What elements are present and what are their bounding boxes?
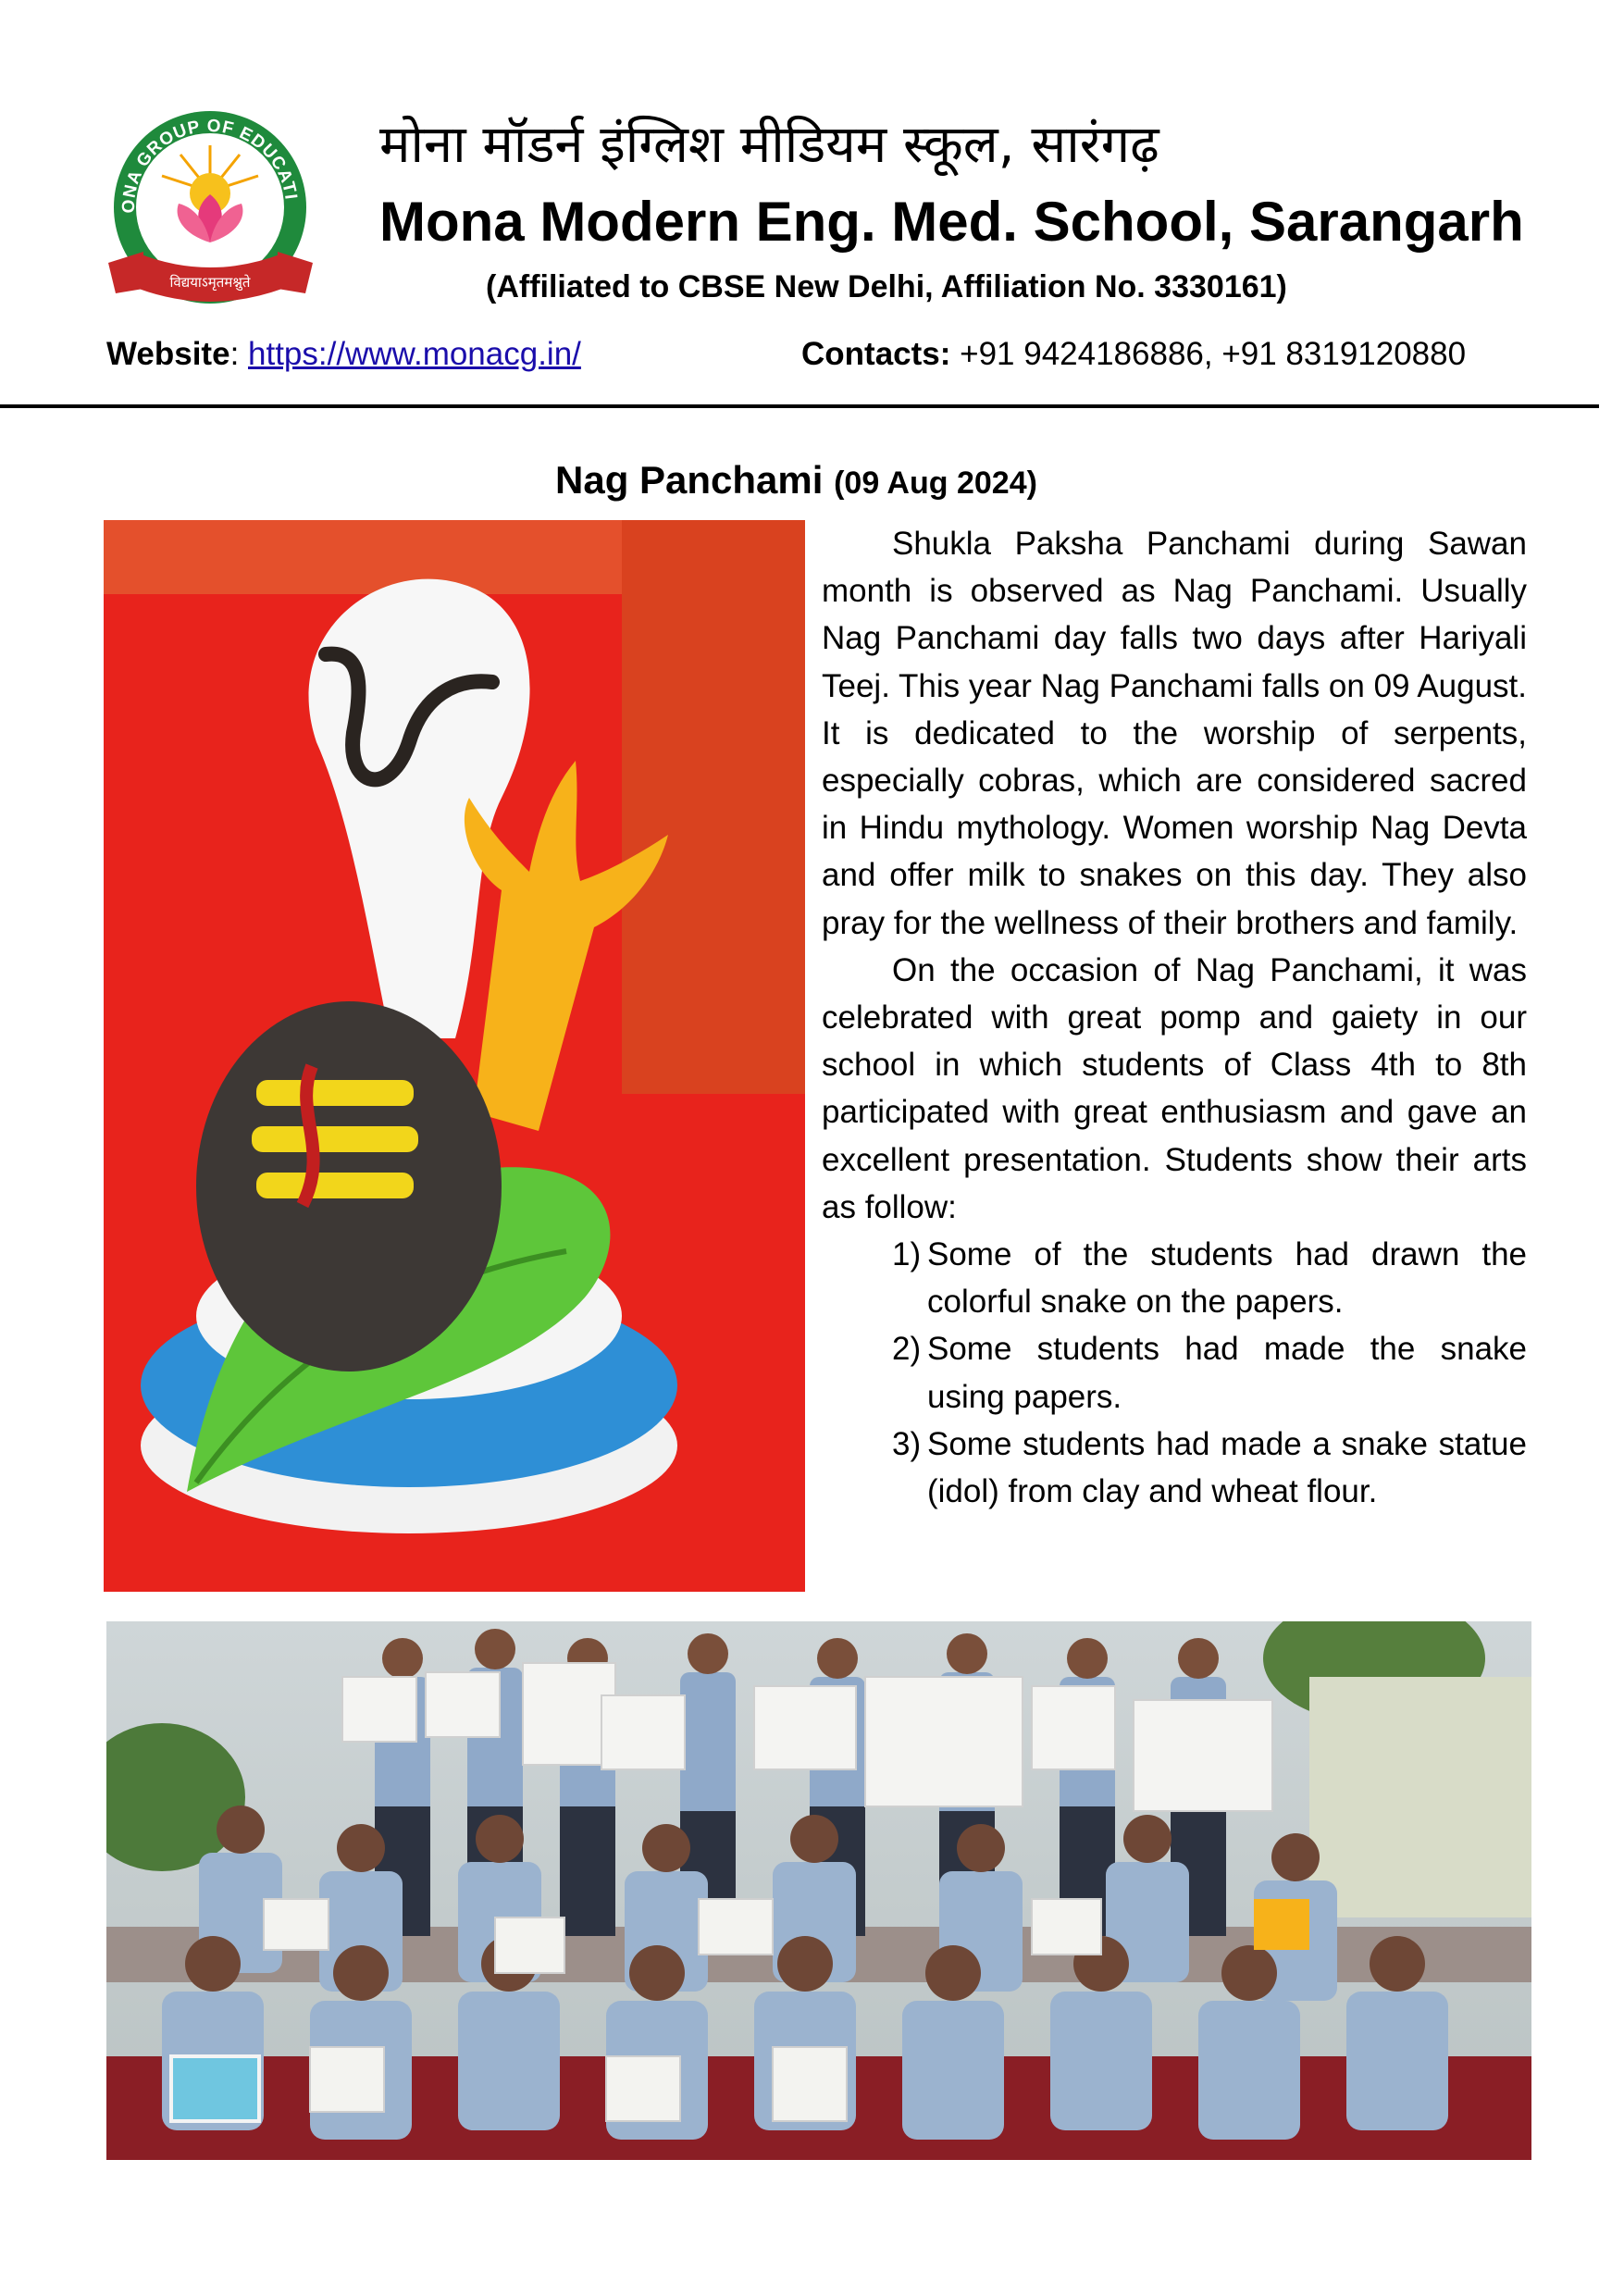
paragraph-1: Shukla Paksha Panchami during Sawan month is observed as Nag Panchami. Usually Nag Panchami day falls two days after Hariyali Teej. This year Nag Panchami falls on 09 August. It is dedicated to the worship of serpents, especially cobras, which are considered sacred in Hindu mythology. Women worship Nag Devta and offer milk to snakes on this day. They also pray for the wellness of their brothers and family.: [822, 526, 1528, 941]
list-text: Some of the students had drawn the colorful snake on the papers.: [927, 1236, 1527, 1321]
logo-ring-text: ONA GROUP OF EDUCATI: [118, 116, 301, 214]
list-text: Some students had made the snake using papers.: [927, 1331, 1527, 1415]
paragraph-2: On the occasion of Nag Panchami, it was celebrated with great pomp and gaiety in our school in which students of Class 4th to 8th participated with great enthusiasm and gave an excellent presentation. Students show their arts as follow:: [822, 951, 1527, 1225]
article-title-text: Nag Panchami: [555, 458, 824, 502]
snake-idol-photo: [104, 520, 805, 1592]
arts-list: [822, 1231, 1527, 1515]
affiliation-line: (Affiliated to CBSE New Delhi, Affiliation No. 3330161): [486, 269, 1287, 304]
logo-motto: विद्ययाऽमृतमश्नुते: [169, 274, 251, 291]
contacts-label: Contacts:: [801, 336, 951, 372]
school-name-hindi: मोना मॉडर्न इंग्लिश मीडियम स्कूल, सारंगढ़: [379, 115, 1159, 175]
school-name-english: Mona Modern Eng. Med. School, Sarangarh: [379, 191, 1524, 253]
website-separator: :: [229, 336, 249, 372]
logo-place: SARANGARH: [167, 251, 253, 266]
list-item: [822, 1421, 1527, 1515]
contacts-value: +91 9424186886, +91 8319120880: [950, 336, 1467, 372]
list-text: Some students had made a snake statue (idol) from clay and wheat flour.: [927, 1425, 1527, 1510]
list-item: [822, 1231, 1527, 1325]
students-group-photo: [106, 1621, 1531, 2160]
school-logo: [106, 104, 315, 312]
article-title: [555, 455, 1037, 508]
website-link[interactable]: https://www.monacg.in/: [248, 336, 581, 372]
list-number: 3): [892, 1425, 922, 1462]
header-divider: [0, 404, 1599, 408]
contacts-line: [801, 333, 1466, 376]
list-number: 1): [892, 1236, 922, 1273]
article-body: [822, 520, 1527, 1515]
article-date: (09 Aug 2024): [834, 465, 1037, 501]
website-label: Website: [106, 336, 230, 372]
list-item: [822, 1325, 1527, 1420]
list-number: 2): [892, 1331, 922, 1368]
website-line: [106, 333, 581, 376]
